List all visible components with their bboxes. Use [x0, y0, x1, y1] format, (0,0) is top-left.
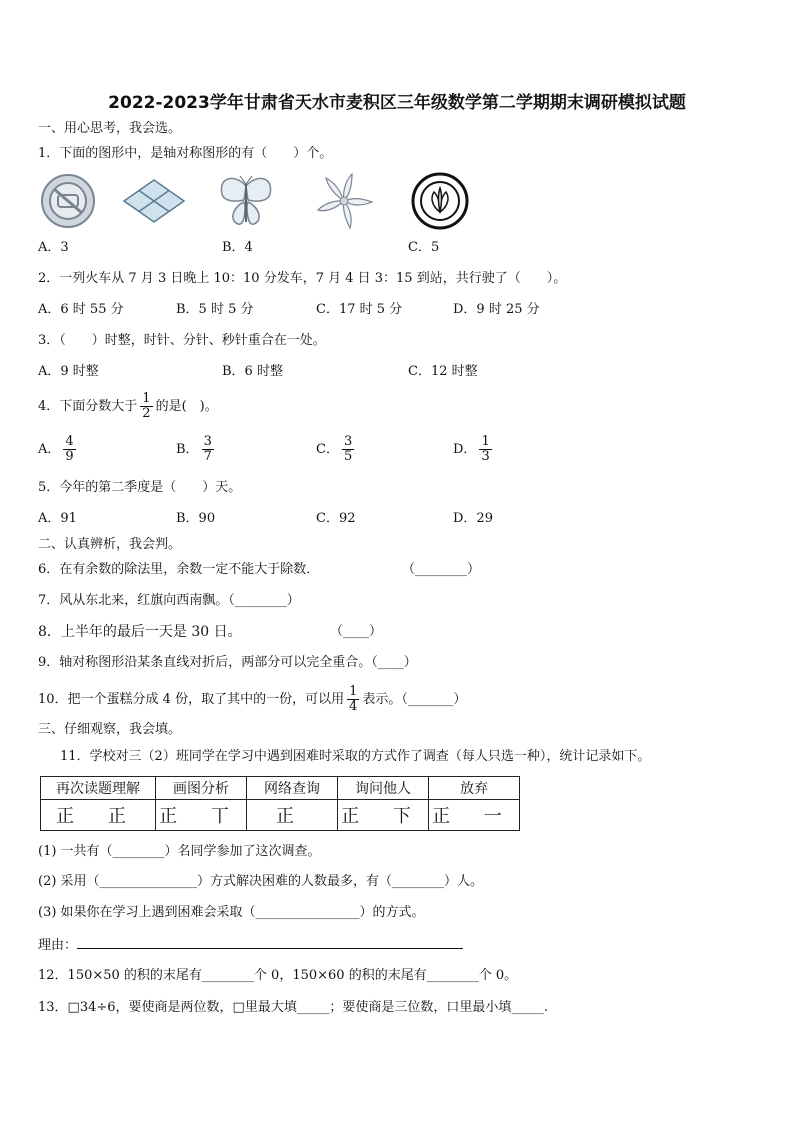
q1-option-c: C．5: [408, 240, 440, 255]
tally-header-cell: 网络查询: [247, 777, 338, 800]
q4-fraction-denominator: 2: [142, 406, 151, 421]
q11-part-2: (2) 采用（_______________）方式解决困难的人数最多，有（________）人。: [38, 874, 484, 889]
question-7: 7．风从东北来，红旗向西南飘。（________）: [38, 593, 300, 608]
tally-value-cell: 正: [247, 800, 338, 831]
q3-option-b: B．6 时整: [222, 364, 283, 379]
q11-reason-answer-line[interactable]: [77, 936, 463, 949]
question-5: 5．今年的第二季度是（ ）天。: [38, 480, 242, 495]
tally-header-cell: 再次读题理解: [41, 777, 156, 800]
tally-header-cell: 画图分析: [156, 777, 247, 800]
q4-option-c: [316, 432, 357, 468]
q4-option-d-numerator: 1: [481, 434, 490, 449]
q4-option-c-numerator: 3: [343, 434, 353, 449]
q5-option-c: C．92: [316, 511, 356, 526]
q11-part-3: (3) 如果你在学习上遇到困难会采取（________________）的方式。: [38, 905, 425, 920]
question-11: 11．学校对三（2）班同学在学习中遇到困难时采取的方式作了调查（每人只选一种），统计记录如下。: [60, 749, 651, 764]
q4-option-d: [453, 432, 495, 468]
question-10: [38, 682, 466, 718]
q4-fraction: [140, 392, 152, 421]
butterfly-icon: [214, 172, 278, 230]
q11-part-1: (1) 一共有（________）名同学参加了这次调查。: [38, 844, 321, 859]
q10-suffix: 表示。（_______）: [362, 692, 467, 707]
q6-answer-blank[interactable]: （________）: [402, 562, 481, 577]
question-3: 3．（ ）时整，时针、分针、秒针重合在一处。: [38, 333, 326, 348]
q4-option-a: [38, 432, 79, 468]
q4-option-b-numerator: 3: [203, 434, 212, 449]
q4-option-a-denominator: 9: [65, 449, 74, 464]
section-heading-1: 一、用心思考，我会选。: [38, 121, 182, 136]
question-6: 6．在有余数的除法里，余数一定不能大于除数．: [38, 562, 320, 577]
q5-option-a: A．91: [38, 511, 77, 526]
page-title: 2022-2023学年甘肃省天水市麦积区三年级数学第二学期期末调研模拟试题: [108, 93, 686, 113]
question-13: 13．□34÷6，要使商是两位数，□里最大填_____；要使商是三位数，口里最小填_____.: [38, 1000, 548, 1015]
q10-fraction-denominator: 4: [349, 699, 358, 714]
q4-option-a-fraction: [63, 435, 75, 464]
q2-option-b: B．5 时 5 分: [176, 302, 254, 317]
q10-prefix: 10．把一个蛋糕分成 4 份，取了其中的一份，可以用: [38, 692, 345, 707]
q8-answer-blank[interactable]: （____）: [330, 624, 383, 639]
q1-option-b: B．4: [222, 240, 253, 255]
q4-option-d-fraction: [479, 435, 491, 464]
q4-option-d-label: D．: [453, 442, 477, 457]
q2-option-c: C．17 时 5 分: [316, 302, 403, 317]
q4-option-c-denominator: 5: [343, 449, 353, 464]
q1-option-a: A．3: [38, 240, 69, 255]
question-9: 9．轴对称图形沿某条直线对折后，两部分可以完全重合。（____）: [38, 655, 417, 670]
section-heading-3: 三、仔细观察，我会填。: [38, 722, 182, 737]
question-12: 12．150×50 的积的末尾有________个 0，150×60 的积的末尾有________个 0。: [38, 968, 518, 983]
tally-value-row: [41, 800, 520, 831]
q2-option-d: D．9 时 25 分: [453, 302, 540, 317]
q3-option-a: A．9 时整: [38, 364, 99, 379]
q11-reason-label: 理由：: [38, 938, 78, 953]
pinwheel-flower-icon: [312, 172, 376, 230]
question-8: 8．上半年的最后一天是 30 日。: [38, 624, 242, 640]
q11-reason: [38, 936, 463, 954]
tally-header-cell: 放弃: [429, 777, 520, 800]
q4-option-a-numerator: 4: [65, 434, 74, 449]
tally-value-cell: 正 丅: [156, 800, 247, 831]
q4-fraction-numerator: 1: [142, 391, 151, 406]
q4-option-d-denominator: 3: [481, 449, 490, 464]
q4-prefix: 4．下面分数大于: [38, 399, 138, 414]
q4-option-c-fraction: [342, 435, 354, 464]
q10-fraction-numerator: 1: [349, 684, 358, 699]
tally-header-row: [41, 777, 520, 800]
question-2: 2．一列火车从 7 月 3 日晚上 10：10 分发车，7 月 4 日 3：15 到站，共行驶了（ ）。: [38, 271, 567, 286]
q2-option-a: A．6 时 55 分: [38, 302, 124, 317]
tally-value-cell: 正 下: [338, 800, 429, 831]
tally-value-cell: 正 一: [429, 800, 520, 831]
tally-header-cell: 询问他人: [338, 777, 429, 800]
rhombus-grid-icon: [122, 172, 186, 230]
tally-table: [40, 776, 520, 831]
no-parking-sign-icon: [36, 172, 100, 230]
question-1: 1．下面的图形中，是轴对称图形的有（ ）个。: [38, 146, 333, 161]
tally-value-cell: 正 正: [41, 800, 156, 831]
q5-option-d: D．29: [453, 511, 493, 526]
q4-option-b-label: B．: [176, 442, 199, 457]
q4-suffix: 的是( )。: [155, 399, 218, 414]
q3-option-c: C．12 时整: [408, 364, 478, 379]
section-heading-2: 二、认真辨析，我会判。: [38, 537, 182, 552]
leaf-emblem-icon: [408, 172, 472, 230]
q5-option-b: B．90: [176, 511, 216, 526]
q4-option-b-denominator: 7: [203, 449, 212, 464]
q4-option-b: [176, 432, 217, 468]
q4-option-a-label: A．: [38, 442, 61, 457]
q4-option-b-fraction: [202, 435, 214, 464]
q10-fraction: [347, 685, 359, 714]
q4-option-c-label: C．: [316, 442, 339, 457]
question-4: [38, 392, 218, 422]
